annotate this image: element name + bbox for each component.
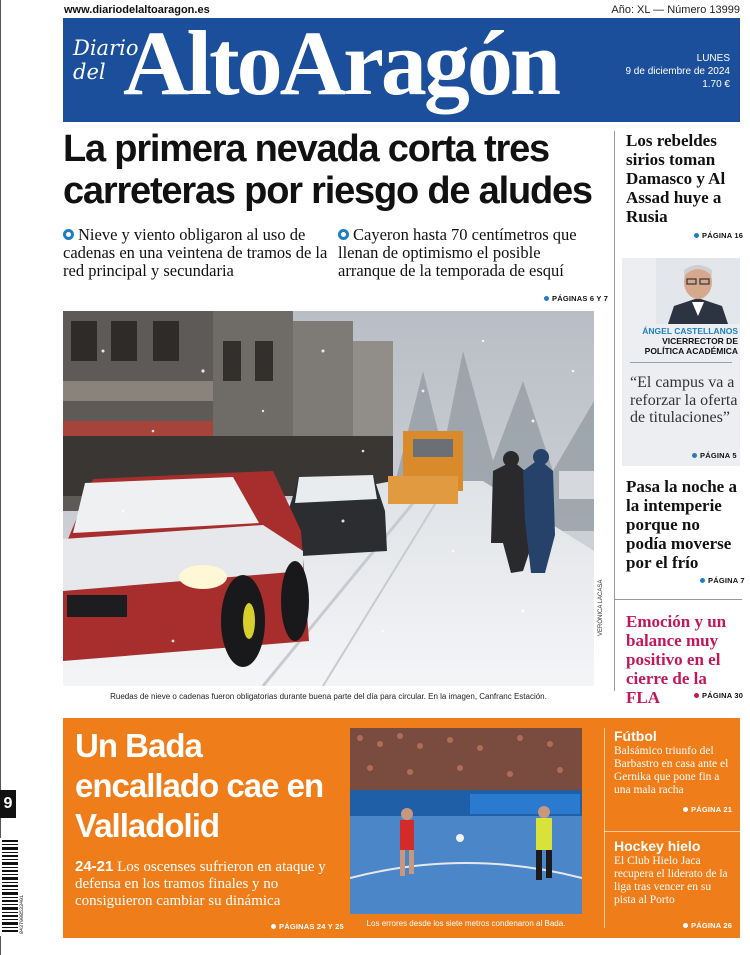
- lead-photo-caption: Ruedas de nieve o cadenas fueron obligatorias durante buena parte del día para circular. En la imagen, Canfranc Estación.: [110, 692, 547, 701]
- sports-brief-hockey-text: El Club Hielo Jaca recupera el liderato de la liga tras vencer en su pista al Porto: [614, 855, 728, 906]
- bullet-icon: [700, 578, 705, 583]
- column-divider: [614, 131, 615, 691]
- lead-photo[interactable]: [63, 311, 594, 686]
- bullet-icon: [683, 807, 688, 812]
- sports-hockey-page-text: PÁGINA 26: [691, 921, 733, 930]
- sports-brief-hockey-section: Hockey hielo: [614, 838, 701, 854]
- handball-photo[interactable]: [350, 728, 582, 914]
- bullet-ring-icon: [338, 229, 349, 240]
- masthead-date: [625, 52, 730, 91]
- masthead-diario: Diario: [73, 36, 139, 60]
- price: 1.70 €: [702, 79, 730, 90]
- lead-deck-left: [63, 226, 333, 280]
- lead-deck-right-text: Cayeron hasta 70 centímetros que llenan de optimismo el posible arranque de la temporada de esquí: [338, 225, 577, 280]
- lead-page-ref[interactable]: [544, 294, 608, 303]
- interview-name: ÁNGEL CASTELLANOS: [642, 326, 738, 336]
- sports-score: 24-21: [75, 858, 114, 875]
- story-cold-page-text: PÁGINA 7: [708, 576, 745, 585]
- interview-box[interactable]: [622, 258, 740, 466]
- interview-role: VICERRECTOR DE POLÍTICA ACADÉMICA: [644, 336, 738, 356]
- issue-number: Año: XL — Número 13999: [611, 4, 740, 16]
- bullet-icon: [692, 453, 697, 458]
- story-cold-headline[interactable]: Pasa la noche a la intemperie porque no podía moverse por el frío: [626, 477, 737, 572]
- sports-page-text: PÁGINAS 24 Y 25: [279, 922, 344, 931]
- bullet-icon: [271, 924, 276, 929]
- interview-rule: [630, 362, 732, 363]
- story-syria-page-text: PÁGINA 16: [702, 231, 744, 240]
- lead-page-ref-text: PÁGINAS 6 Y 7: [552, 294, 609, 303]
- portrait-image: [656, 258, 740, 324]
- weekday: LUNES: [696, 53, 730, 64]
- sports-headline[interactable]: Un Bada encallado cae en Valladolid: [75, 727, 324, 844]
- site-url-link[interactable]: www.diariodelaltoaragon.es: [64, 4, 210, 16]
- lead-deck-right: [338, 226, 600, 280]
- bullet-icon: [544, 296, 549, 301]
- story-fla-page-text: PÁGINA 30: [702, 691, 744, 700]
- handball-illustration: [350, 728, 582, 914]
- snow-street-illustration: [63, 311, 594, 686]
- sports-brief-football-text: Balsámico triunfo del Barbastro en casa ante el Gernika que pone fin a una mala racha: [614, 745, 729, 796]
- sports-football-page-text: PÁGINA 21: [691, 805, 733, 814]
- sports-brief-football-section: Fútbol: [614, 728, 657, 744]
- interview-page-text: PÁGINA 5: [700, 451, 737, 460]
- interview-quote: “El campus va a reforzar la oferta de titulaciones”: [630, 374, 738, 426]
- story-fla-page-ref[interactable]: [694, 691, 743, 700]
- story-syria-page-ref[interactable]: [694, 231, 743, 240]
- bullet-icon: [694, 233, 699, 238]
- bullet-icon: [694, 693, 699, 698]
- date: 9 de diciembre de 2024: [625, 66, 730, 77]
- sports-deck-text: Los oscenses sufrieron en ataque y defensa en los tramos finales y no consiguieron cambiar su dinámica: [75, 859, 326, 909]
- story-syria-headline[interactable]: Los rebeldes sirios toman Damasco y Al Assad huye a Rusia: [626, 131, 726, 226]
- photo-credit: VERÓNICA LACASA: [598, 579, 604, 636]
- sports-brief-football[interactable]: [614, 728, 732, 797]
- interview-name-block: [622, 326, 738, 356]
- masthead: [63, 12, 740, 122]
- interview-page-ref[interactable]: [692, 451, 737, 460]
- sports-divider: [604, 728, 605, 928]
- sports-page-ref[interactable]: [271, 922, 344, 931]
- right-rule: [614, 599, 742, 600]
- masthead-del: del: [73, 60, 106, 84]
- sports-rule: [604, 831, 740, 832]
- story-fla-headline[interactable]: Emoción y un balance muy positivo en el cierre de la FLA: [626, 612, 727, 707]
- sports-hockey-page-ref[interactable]: [683, 921, 732, 930]
- edge-marker: 9: [0, 790, 16, 818]
- sports-football-page-ref[interactable]: [683, 805, 732, 814]
- masthead-title: AltoAragón: [123, 12, 559, 114]
- bullet-ring-icon: [63, 229, 74, 240]
- sports-brief-hockey[interactable]: [614, 838, 732, 907]
- story-cold-page-ref[interactable]: [700, 576, 745, 585]
- barcode-icon: [0, 838, 26, 936]
- bullet-icon: [683, 923, 688, 928]
- sports-deck: [75, 858, 345, 910]
- handball-photo-caption: Los errores desde los siete metros condenaron al Bada.: [366, 919, 566, 928]
- lead-headline[interactable]: La primera nevada corta tres carreteras por riesgo de aludes: [63, 128, 592, 212]
- barcode-number: 8437008533401: [19, 894, 25, 934]
- sports-banner: [63, 718, 740, 938]
- lead-deck-left-text: Nieve y viento obligaron al uso de cadenas en una veintena de tramos de la red principal y secundaria: [63, 225, 328, 280]
